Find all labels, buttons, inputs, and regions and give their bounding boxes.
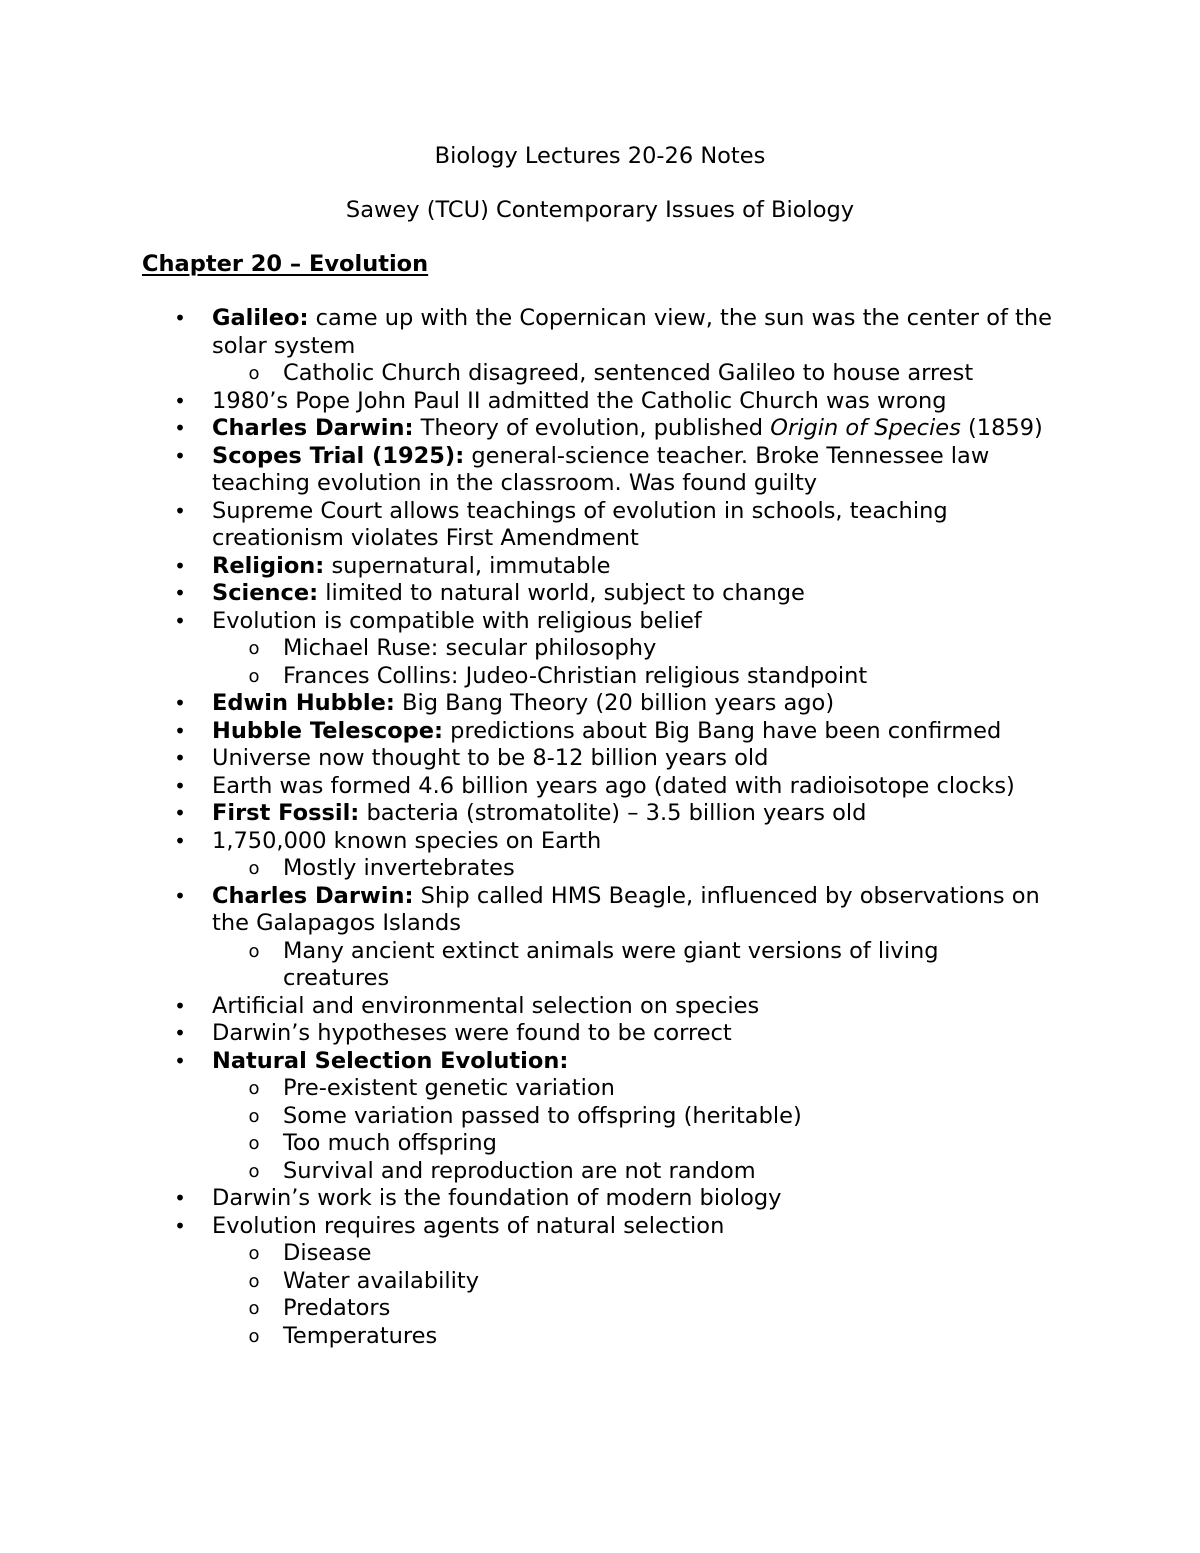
item-text: Pre-existent genetic variation	[283, 1075, 615, 1101]
item-label: Charles Darwin:	[212, 415, 414, 441]
item-label: Science:	[212, 580, 319, 606]
bullet-marker: •	[174, 773, 186, 798]
bullet-marker: •	[174, 718, 186, 743]
bullet-marker: •	[174, 1021, 186, 1045]
notes-list	[0, 305, 1200, 1350]
item-text: 1980’s Pope John Paul II admitted the Catholic Church was wrong	[212, 387, 947, 414]
item-text: came up with the Copernican view, the sun was the center of the solar system	[212, 305, 1052, 359]
list-item	[0, 690, 1062, 718]
bullet-marker: •	[174, 443, 186, 468]
list-item	[0, 305, 1062, 360]
list-item	[0, 1020, 1062, 1048]
item-text: Survival and reproduction are not random	[283, 1157, 756, 1184]
bullet-marker: •	[174, 1048, 186, 1073]
item-text: Universe now thought to be 8-12 billion years old	[212, 745, 769, 771]
sub-bullet-marker: o	[248, 665, 260, 687]
item-label: Scopes Trial (1925):	[212, 442, 465, 469]
list-item	[0, 718, 1062, 746]
bullet-marker: •	[174, 746, 186, 770]
bullet-marker: •	[174, 306, 186, 330]
sub-bullet-marker: o	[248, 363, 260, 384]
item-text: 1,750,000 known species on Earth	[212, 827, 602, 854]
item-label: Hubble Telescope:	[212, 717, 444, 744]
list-item	[0, 443, 1062, 498]
bullet-marker: •	[174, 993, 186, 1018]
sub-bullet-marker: o	[248, 1243, 260, 1264]
item-text: Mostly invertebrates	[283, 855, 515, 881]
list-item	[0, 553, 1062, 581]
item-label: Charles Darwin:	[212, 882, 414, 909]
sub-bullet-marker: o	[248, 858, 260, 879]
document-title: Biology Lectures 20-26 Notes	[434, 143, 766, 169]
item-text: Evolution is compatible with religious belief	[212, 607, 702, 634]
sub-list-item	[0, 938, 983, 993]
sub-list-item	[0, 1323, 983, 1351]
bullet-marker: •	[174, 553, 186, 578]
item-text: general-science teacher. Broke Tennessee law teaching evolution in the classroom. Was found guilty	[212, 442, 990, 496]
document-subtitle: Sawey (TCU) Contemporary Issues of Biology	[345, 197, 855, 223]
sub-bullet-marker: o	[248, 940, 260, 962]
bullet-marker: •	[174, 416, 186, 440]
item-text: Evolution requires agents of natural selection	[212, 1212, 725, 1239]
bullet-marker: •	[174, 883, 186, 908]
item-label: Religion:	[212, 552, 325, 579]
item-text: Michael Ruse: secular philosophy	[283, 635, 657, 661]
item-text: Artificial and environmental selection on species	[212, 992, 760, 1019]
bullet-marker: •	[174, 581, 186, 605]
bullet-marker: •	[174, 828, 186, 853]
item-label: Edwin Hubble:	[212, 690, 395, 716]
sub-bullet-marker: o	[248, 1298, 260, 1319]
item-text: Theory of evolution, published	[413, 415, 771, 441]
list-item	[0, 883, 1062, 938]
sub-list-item	[0, 1103, 983, 1131]
sub-bullet-marker: o	[248, 1160, 260, 1182]
item-text: Many ancient extinct animals were giant versions of living creatures	[283, 937, 939, 991]
sub-bullet-marker: o	[248, 1133, 260, 1154]
bullet-marker: •	[174, 498, 186, 523]
sub-list-item	[0, 663, 983, 691]
item-text: Disease	[283, 1240, 372, 1266]
item-text: Supreme Court allows teachings of evolution in schools, teaching creationism violates First Amendment	[212, 497, 948, 551]
bullet-marker: •	[174, 388, 186, 413]
list-item	[0, 773, 1062, 801]
item-text: Big Bang Theory (20 billion years ago)	[394, 690, 835, 716]
list-item	[0, 745, 1062, 773]
item-text: supernatural, immutable	[324, 552, 611, 579]
sub-bullet-marker: o	[248, 1105, 260, 1127]
bullet-marker: •	[174, 1186, 186, 1210]
list-item	[0, 388, 1062, 416]
sub-list-item	[0, 1130, 983, 1158]
sub-list-item	[0, 1075, 983, 1103]
item-italic-title: Origin of Species	[770, 415, 961, 441]
item-text: predictions about Big Bang have been confirmed	[443, 717, 1002, 744]
item-text: Darwin’s work is the foundation of modern biology	[212, 1185, 782, 1211]
item-text: bacteria (stromatolite) – 3.5 billion years old	[359, 800, 867, 826]
sub-list-item	[0, 855, 983, 883]
sub-list-item	[0, 360, 983, 388]
sub-list-item	[0, 635, 983, 663]
sub-bullet-marker: o	[248, 1270, 260, 1292]
list-item	[0, 800, 1062, 828]
item-text: Predators	[283, 1295, 391, 1321]
item-text: Darwin’s hypotheses were found to be correct	[212, 1020, 732, 1046]
list-item	[0, 608, 1062, 636]
sub-list-item	[0, 1158, 983, 1186]
item-text-tail: (1859)	[960, 415, 1043, 441]
list-item	[0, 828, 1062, 856]
item-text: Temperatures	[283, 1322, 438, 1349]
list-item	[0, 415, 1062, 443]
list-item	[0, 1213, 1062, 1241]
item-text: Catholic Church disagreed, sentenced Galileo to house arrest	[283, 360, 974, 386]
item-text: Too much offspring	[283, 1130, 497, 1156]
list-item	[0, 498, 1062, 553]
item-text: Some variation passed to offspring (heritable)	[283, 1102, 802, 1129]
list-item	[0, 1185, 1062, 1213]
item-label: Galileo:	[212, 305, 309, 331]
list-item	[0, 580, 1062, 608]
sub-list-item	[0, 1240, 983, 1268]
list-item	[0, 993, 1062, 1021]
sub-bullet-marker: o	[248, 638, 260, 659]
item-text: limited to natural world, subject to change	[318, 580, 805, 606]
sub-bullet-marker: o	[248, 1325, 260, 1347]
sub-list-item	[0, 1295, 983, 1323]
chapter-heading: Chapter 20 – Evolution	[142, 251, 429, 277]
item-text: Earth was formed 4.6 billion years ago (dated with radioisotope clocks)	[212, 772, 1015, 799]
item-text: Ship called HMS Beagle, influenced by observations on the Galapagos Islands	[212, 882, 1040, 936]
item-text: Frances Collins: Judeo-Christian religious standpoint	[283, 662, 868, 689]
item-text: Water availability	[283, 1267, 480, 1294]
bullet-marker: •	[174, 608, 186, 633]
list-item	[0, 1048, 1062, 1076]
bullet-marker: •	[174, 691, 186, 715]
item-label: Natural Selection Evolution:	[212, 1047, 569, 1074]
sub-bullet-marker: o	[248, 1078, 260, 1099]
bullet-marker: •	[174, 1213, 186, 1238]
bullet-marker: •	[174, 801, 186, 825]
sub-list-item	[0, 1268, 983, 1296]
item-label: First Fossil:	[212, 800, 360, 826]
